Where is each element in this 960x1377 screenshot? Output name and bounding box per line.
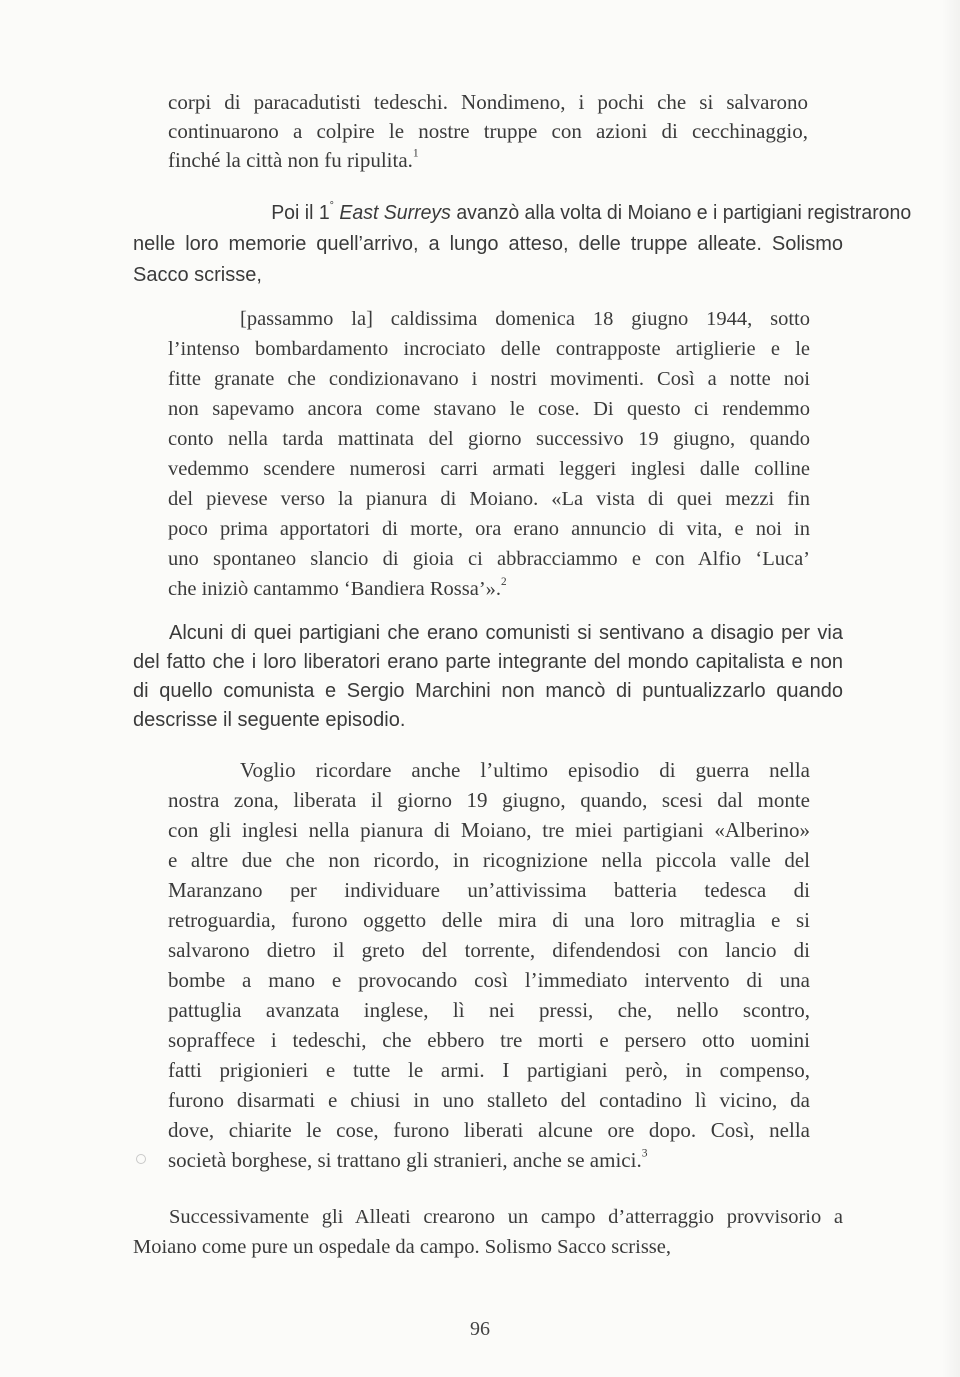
quote-line: uno spontaneo slancio di gioia ci abbracciammo e con Alfio ‘Luca’	[168, 548, 810, 570]
quote-line: fitte granate che condizionavano i nostri movimenti. Così a notte noi	[168, 368, 810, 390]
quote-line: nostra zona, liberata il giorno 19 giugno, quando, scesi dal monte	[168, 788, 810, 812]
text-line-content: finché la città non fu ripulita.	[168, 148, 413, 172]
text-prefix: Poi il 1	[271, 202, 330, 224]
quote-line: non sapevamo ancora come stavano le cose. Di questo ci rendemmo	[168, 398, 810, 420]
quote-line: salvarono dietro il greto del torrente, difendendosi con lancio di	[168, 938, 810, 962]
quote-line: vedemmo scendere numerosi carri armati leggeri inglesi dalle colline	[168, 458, 810, 480]
quote-line: furono disarmati e chiusi in uno stalleto del contadino lì vicino, da	[168, 1088, 810, 1112]
quote-line	[168, 1145, 810, 1175]
quote-line: con gli inglesi nella pianura di Moiano, tre miei partigiani «Alberino»	[168, 818, 810, 842]
quote-line: conto nella tarda mattinata del giorno successivo 19 giugno, quando	[168, 428, 810, 450]
footnote-ref: 1	[412, 147, 419, 160]
footnote-ref: 2	[501, 575, 507, 588]
paragraph-east-surreys	[133, 198, 912, 291]
text-line: di quello comunista e Sergio Marchini non mancò di puntualizzarlo quando	[133, 680, 843, 702]
text-line: corpi di paracadutisti tedeschi. Nondimeno, i pochi che si salvarono	[168, 90, 808, 114]
quote-line: [passammo la] caldissima domenica 18 giugno 1944, sotto	[240, 308, 810, 330]
text-line: Alcuni di quei partigiani che erano comunisti si sentivano a disagio per via	[169, 622, 843, 644]
text-line: Moiano come pure un ospedale da campo. Solismo Sacco scrisse,	[133, 1236, 671, 1258]
text-rest: avanzò alla volta di Moiano e i partigiani registrarono	[456, 202, 912, 224]
ordinal-mark: °	[329, 200, 334, 213]
quote-line: e altre due che non ricordo, in ricognizione nella piccola valle del	[168, 848, 810, 872]
text-line: del fatto che i loro liberatori erano parte integrante del mondo capitalista e non	[133, 651, 843, 673]
quote-line: dove, chiarite le cose, furono liberati alcune ore dopo. Così, nella	[168, 1118, 810, 1142]
paragraph-partigiani-comunisti	[133, 619, 843, 735]
quote-line: Maranzano per individuare un’attivissima batteria tedesca di	[168, 878, 810, 902]
scan-hole-mark	[136, 1154, 146, 1164]
paragraph-continuation	[168, 88, 808, 175]
quote-line: bombe a mano e provocando così l’immediato intervento di una	[168, 968, 810, 992]
quote-line: l’intenso bombardamento incrociato delle contrapposte artiglierie e le	[168, 338, 810, 360]
quote-line: sopraffece i tedeschi, che ebbero tre morti e persero otto uomini	[168, 1028, 810, 1052]
quote-line: del pievese verso la pianura di Moiano. «La vista di quei mezzi fin	[168, 488, 810, 510]
quote-line: Voglio ricordare anche l’ultimo episodio di guerra nella	[240, 758, 810, 782]
text-line: nelle loro memorie quell’arrivo, a lungo atteso, delle truppe alleate. Solismo	[133, 233, 843, 255]
quote-line: retroguardia, furono oggetto delle mira di una loro mitraglia e si	[168, 908, 810, 932]
paragraph-campo-atterraggio	[133, 1202, 843, 1262]
quote-line: poco prima apportatori di morte, ora erano annuncio di vita, e noi in	[168, 518, 810, 540]
scan-edge-shadow	[942, 0, 960, 1377]
quote-line-content: società borghese, si trattano gli stranieri, anche se amici.	[168, 1148, 642, 1172]
text-line: continuarono a colpire le nostre truppe con azioni di cecchinaggio,	[168, 119, 808, 143]
page-number: 96	[470, 1318, 490, 1340]
text-line	[168, 146, 808, 175]
block-quote-marchini	[168, 755, 810, 1175]
quote-line-content: che iniziò cantammo ‘Bandiera Rossa’».	[168, 578, 502, 600]
unit-name: East Surreys	[339, 202, 451, 224]
text-line: descrisse il seguente episodio.	[133, 709, 406, 731]
text-line: Sacco scrisse,	[133, 264, 262, 286]
block-quote-sacco	[168, 304, 810, 604]
quote-line: fatti prigionieri e tutte le armi. I partigiani però, in compenso,	[168, 1058, 810, 1082]
quote-line: pattuglia avanzata inglese, lì nei pressi, che, nello scontro,	[168, 998, 810, 1022]
text-line: Successivamente gli Alleati crearono un campo d’atterraggio provvisorio a	[169, 1206, 843, 1228]
footnote-ref: 3	[641, 1147, 648, 1160]
text-line	[133, 198, 912, 229]
quote-line	[168, 574, 810, 604]
